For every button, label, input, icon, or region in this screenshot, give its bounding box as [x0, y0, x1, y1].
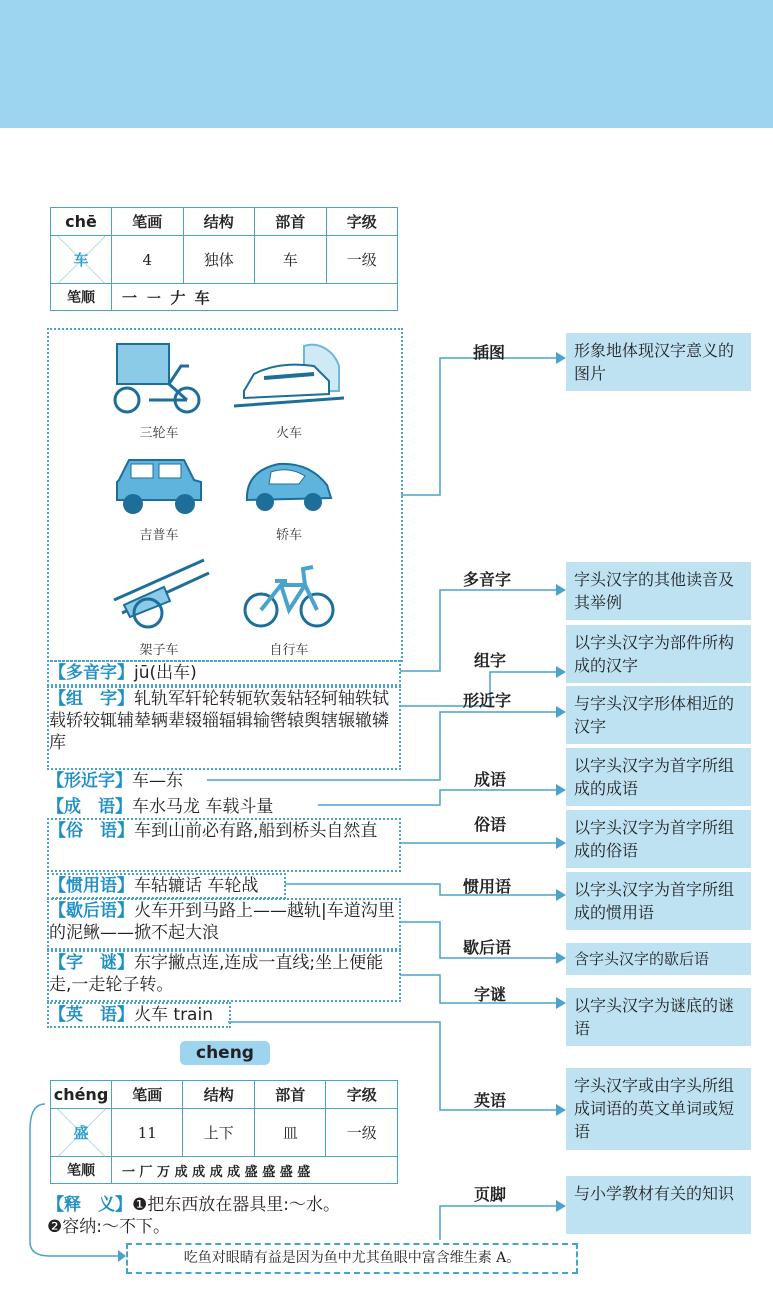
tag-xiehouyu: 【歇后语】 [49, 901, 134, 921]
header-bushou-2: 部首 [254, 1081, 325, 1109]
character-cheng: 盛 [51, 1109, 112, 1157]
caption-bicycle: 自行车 [269, 643, 309, 658]
page-footer: 吃鱼对眼睛有益是因为鱼中尤其鱼眼中富含维生素 A。 [126, 1243, 578, 1274]
value-bihua: 4 [112, 236, 184, 284]
label-yingyu: 英语 [474, 1091, 507, 1110]
header-ziji-2: 字级 [326, 1081, 398, 1109]
desc-zuzi: 以字头汉字为部件所构成的汉字 [566, 625, 751, 683]
stroke-order-2: 一 厂 万 成 成 成 成 盛 盛 盛 盛 [112, 1157, 398, 1184]
caption-jeep: 吉普车 [139, 528, 179, 543]
text-xingjin: 车—东 [132, 771, 183, 791]
desc-zimi: 以字头汉字为谜底的谜语 [566, 988, 751, 1046]
tag-suyu: 【俗 语】 [49, 821, 134, 841]
header-bihua: 笔画 [112, 208, 184, 236]
label-duoyinzi: 多音字 [463, 570, 512, 589]
value-bushou-2: 皿 [254, 1109, 325, 1157]
label-xiehouyu: 歇后语 [463, 938, 512, 957]
value-ziji-2: 一级 [326, 1109, 398, 1157]
desc-chatu: 形象地体现汉字意义的图片 [566, 333, 751, 391]
desc-chengyu: 以字头汉字为首字所组成的成语 [566, 748, 751, 806]
label-zimi: 字谜 [474, 985, 507, 1004]
tag-chengyu: 【成 语】 [47, 797, 132, 817]
label-chatu: 插图 [473, 343, 506, 362]
text-suyu: 车到山前必有路,船到桥头自然直 [134, 821, 378, 841]
character-che: 车 [51, 236, 112, 284]
label-zuzi: 组字 [474, 651, 507, 670]
label-xingjinzi: 形近字 [463, 691, 512, 710]
text-chengyu: 车水马龙 车载斗量 [132, 797, 274, 817]
value-jiegou: 独体 [183, 236, 255, 284]
desc-guanyongyu: 以字头汉字为首字所组成的惯用语 [566, 872, 751, 930]
text-duoyin: jū(出车) [134, 663, 197, 683]
label-guanyongyu: 惯用语 [463, 877, 512, 896]
caption-tricycle: 三轮车 [139, 426, 179, 441]
tag-zuzi: 【组 字】 [49, 689, 134, 709]
value-bushou: 车 [255, 236, 327, 284]
desc-yejiao: 与小学教材有关的知识 [566, 1176, 751, 1234]
header-jiegou: 结构 [183, 208, 255, 236]
label-suyu: 俗语 [474, 815, 507, 834]
tag-yingyu: 【英 语】 [49, 1005, 134, 1025]
pinyin-che: chē [51, 208, 112, 236]
header-bushou: 部首 [255, 208, 327, 236]
stroke-label-2: 笔顺 [51, 1157, 112, 1184]
desc-xiehouyu: 含字头汉字的歇后语 [566, 943, 751, 975]
header-bihua-2: 笔画 [112, 1081, 183, 1109]
caption-train: 火车 [275, 426, 302, 441]
stroke-order: 一 ㇐ 𠂇 车 [112, 284, 398, 311]
pinyin-pill: cheng [180, 1041, 270, 1065]
caption-handcart: 架子车 [139, 643, 179, 658]
desc-xingjinzi: 与字头汉字形体相近的汉字 [566, 686, 751, 744]
shiyi-2: ❷容纳:～不下。 [47, 1217, 170, 1237]
tag-guanyong: 【惯用语】 [49, 876, 134, 896]
label-yejiao: 页脚 [474, 1185, 507, 1204]
desc-duoyinzi: 字头汉字的其他读音及其举例 [566, 562, 751, 620]
text-zuzi: 轧轨军轩轮转轭软轰轱轻轲轴轶轼载轿较辄辅辇辆辈辍辎辐辑输辔辕舆辖辗辙辚库 [49, 689, 389, 753]
pinyin-cheng: chéng [51, 1081, 112, 1109]
tag-xingjin: 【形近字】 [47, 771, 132, 791]
value-bihua-2: 11 [112, 1109, 183, 1157]
value-jiegou-2: 上下 [183, 1109, 254, 1157]
text-zimi: 东字撇点连,连成一直线;坐上便能走,一走轮子转。 [49, 953, 384, 995]
text-yingyu: 火车 train [134, 1005, 213, 1025]
tag-shiyi: 【释 义】 [47, 1195, 132, 1215]
value-ziji: 一级 [326, 236, 398, 284]
text-xiehouyu: 火车开到马路上——越轨|车道沟里的泥鳅——掀不起大浪 [49, 901, 395, 943]
header-ziji: 字级 [326, 208, 398, 236]
caption-car: 轿车 [275, 528, 302, 543]
tag-duoyin: 【多音字】 [49, 663, 134, 683]
desc-suyu: 以字头汉字为首字所组成的俗语 [566, 810, 751, 868]
shiyi-1: ❶把东西放在器具里:～水。 [132, 1195, 340, 1215]
desc-yingyu: 字头汉字或由字头所组成词语的英文单词或短语 [566, 1068, 751, 1150]
text-guanyong: 车轱辘话 车轮战 [134, 876, 259, 896]
tag-zimi: 【字 谜】 [49, 953, 134, 973]
stroke-label: 笔顺 [51, 284, 112, 311]
header-jiegou-2: 结构 [183, 1081, 254, 1109]
label-chengyu: 成语 [474, 770, 507, 789]
